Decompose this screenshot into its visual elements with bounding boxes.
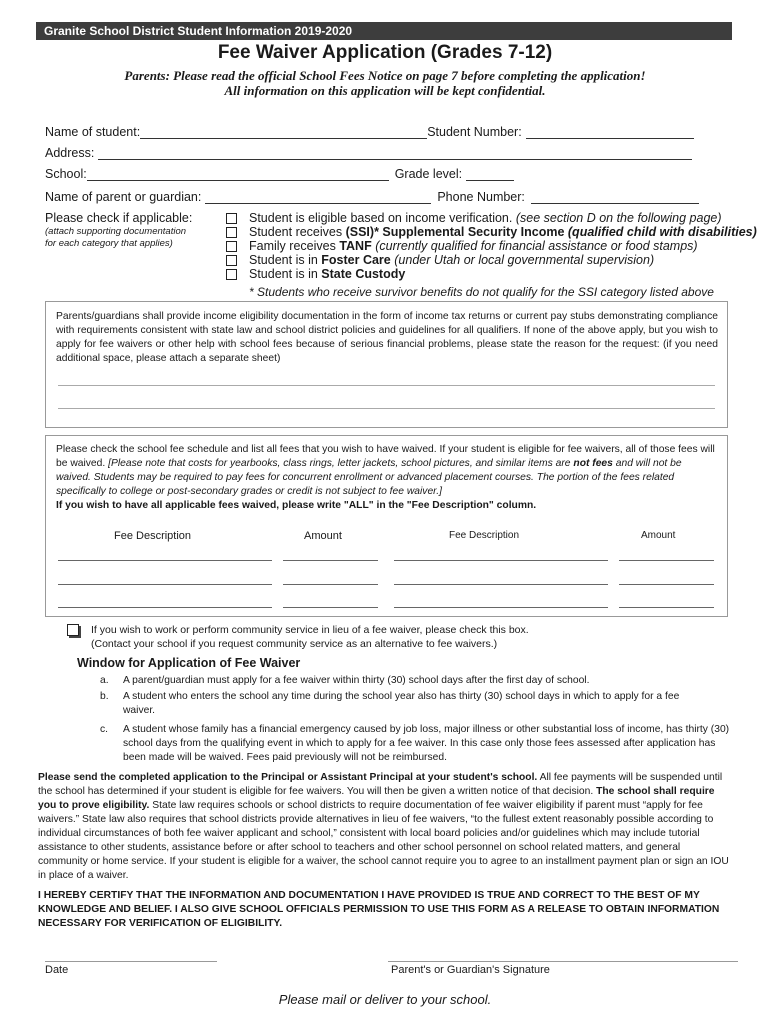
subtitle-line-2: All information on this application will be kept confidential.: [224, 83, 546, 98]
state-law-text: State law requires schools or school districts to require documentation of fee waiver eligibility if parent must “apply for fee waivers.” State law also requires that school districts provide alternatives in lieu of fee waivers, “to the fullest extent reasonably possible according to individual circumstances of both fee waiver applicant and school,” consistent with local board policies and/or guidelines which may include tutorial assistance to other students, assistance before or after school to teachers and other school personnel on school related matters, and general community or home service. If your student is eligible for a waiver, the school cannot require you to agree to an installment payment plan or sign an IOU in place of a waiver.: [38, 800, 729, 881]
eligibility-note-2: for each category that applies): [45, 238, 173, 249]
option-tanf-note: (currently qualified for financial assistance or food stamps): [375, 239, 698, 253]
prove-eligibility-bold: The school shall require you to prove eligibility.: [38, 786, 715, 811]
school-label: School:: [45, 167, 87, 181]
fee-instructions-not-fees: not fees: [573, 458, 613, 469]
fee-instructions-note: [Please note that costs for yearbooks, class rings, letter jackets, school pictures, and similar items are: [108, 458, 571, 469]
option-foster-text: Student is in: [249, 253, 318, 267]
grade-level-label: Grade level:: [394, 167, 463, 181]
eligibility-label: Please check if applicable:: [45, 211, 193, 225]
fee-amount-1-3[interactable]: [283, 606, 378, 608]
window-marker-b: b.: [100, 691, 109, 702]
option-tanf: [249, 239, 698, 253]
send-instructions-bold: Please send the completed application to the Principal or Assistant Principal at your student's school.: [38, 772, 538, 783]
fee-description-header-1: Fee Description: [114, 530, 192, 542]
student-name-field[interactable]: [140, 124, 427, 139]
fee-description-header-2: Fee Description: [449, 530, 520, 541]
fee-amount-2-2[interactable]: [619, 583, 714, 585]
income-checkbox[interactable]: [226, 213, 237, 224]
certification-statement: I HEREBY CERTIFY THAT THE INFORMATION AND DOCUMENTATION I HAVE PROVIDED IS TRUE AND CORRECT TO THE BEST OF MY KNOWLEDGE AND BELIEF. I ALSO GIVE SCHOOL OFFICIALS PERMISSION TO USE THIS FORM AS A RELEASE TO OBTAIN INFORMATION NECESSARY FOR VERIFICATION OF ELIGIBILITY.: [38, 890, 720, 929]
ssi-checkbox[interactable]: [226, 227, 237, 238]
fee-instructions-main: Please check the school fee schedule and list all fees that you wish to have waived. If your student is eligible for fee waivers, all of those fees will be waived.: [56, 444, 715, 469]
option-ssi-text: Student receives: [249, 225, 343, 239]
fee-instructions: [56, 443, 718, 513]
amount-header-2: Amount: [641, 530, 676, 541]
option-tanf-text: Family receives: [249, 239, 336, 253]
fee-amount-2-3[interactable]: [619, 606, 714, 608]
address-label: Address:: [45, 146, 95, 160]
fee-desc-2-2[interactable]: [394, 583, 608, 585]
date-label: Date: [45, 964, 69, 976]
reason-line-1[interactable]: [58, 384, 715, 386]
district-header-bar: Granite School District Student Information 2019-2020: [36, 22, 732, 40]
option-custody: [249, 267, 405, 281]
option-income: [249, 211, 722, 225]
address-row: [45, 145, 692, 160]
community-service-line-1: If you wish to work or perform community service in lieu of a fee waiver, please check this box.: [91, 624, 529, 636]
option-ssi-note: (qualified child with disabilities): [567, 225, 757, 239]
parent-name-field[interactable]: [205, 189, 431, 204]
student-name-row: [45, 124, 694, 139]
send-instructions-text: All fee payments will be suspended until the school has determined if your student is eligible for fee waivers. You will then be given a written notice of that decision.: [38, 772, 723, 797]
phone-label: Phone Number:: [437, 190, 525, 204]
fee-desc-2-1[interactable]: [394, 559, 608, 561]
window-item-b: A student who enters the school any time during the school year also has thirty (30) school days in which to apply for a fee waiver.: [123, 691, 680, 716]
parent-row: [45, 189, 699, 204]
send-instructions: [38, 771, 732, 883]
window-item-a: A parent/guardian must apply for a fee waiver within thirty (30) school days after the first day of school.: [123, 675, 590, 686]
parent-name-label: Name of parent or guardian:: [45, 190, 202, 204]
fee-list-box: [45, 435, 728, 617]
option-foster: [249, 253, 654, 267]
fee-amount-1-2[interactable]: [283, 583, 378, 585]
tanf-checkbox[interactable]: [226, 241, 237, 252]
school-row: [45, 166, 514, 181]
form-title: Fee Waiver Application (Grades 7-12): [217, 42, 553, 63]
grade-level-field[interactable]: [466, 166, 514, 181]
window-heading: Window for Application of Fee Waiver: [77, 656, 301, 670]
window-marker-c: c.: [100, 724, 109, 735]
option-ssi-bold: (SSI)* Supplemental Security Income: [345, 225, 565, 239]
phone-field[interactable]: [531, 189, 699, 204]
amount-header-1: Amount: [304, 530, 342, 542]
signature-label: Parent's or Guardian's Signature: [391, 964, 550, 976]
option-foster-bold: Foster Care: [321, 253, 391, 267]
option-custody-text: Student is in: [249, 267, 318, 281]
signature-line[interactable]: [388, 961, 738, 962]
income-documentation-box: [45, 301, 728, 428]
address-field[interactable]: [98, 145, 692, 160]
fee-desc-1-1[interactable]: [58, 559, 272, 561]
fee-instructions-all: If you wish to have all applicable fees waived, please write "ALL" in the "Fee Description" column.: [56, 500, 537, 511]
ssi-footnote: * Students who receive survivor benefits do not qualify for the SSI category listed above: [249, 285, 714, 299]
option-income-note: (see section D on the following page): [515, 211, 722, 225]
fee-instructions-note-rest: and will not be waived. Students may be required to pay fees for concurrent enrollment or advanced placement courses. The portion of the fees related specifically to college or post-secondary grades or credit is not subject to fee waiver.]: [56, 458, 682, 497]
option-custody-bold: State Custody: [321, 267, 406, 281]
option-foster-note: (under Utah or local governmental supervision): [394, 253, 655, 267]
foster-care-checkbox[interactable]: [226, 255, 237, 266]
fee-amount-1-1[interactable]: [283, 559, 378, 561]
state-custody-checkbox[interactable]: [226, 269, 237, 280]
subtitle-line-1: Parents: Please read the official School Fees Notice on page 7 before completing the application!: [124, 68, 646, 83]
fee-desc-1-2[interactable]: [58, 583, 272, 585]
community-service-text: [91, 623, 529, 651]
window-item-c: A student whose family has a financial emergency caused by job loss, major illness or other substantial loss of income, has thirty (30) school days from the qualifying event in which to apply for a fee waiver. In this case only those fees assessed after application has been made will be waived. Fees paid previously will not be reimbursed.: [123, 724, 730, 763]
option-income-text: Student is eligible based on income verification.: [249, 211, 513, 225]
date-line[interactable]: [45, 961, 217, 962]
reason-line-2[interactable]: [58, 407, 715, 409]
option-ssi: [249, 225, 757, 239]
school-field[interactable]: [87, 166, 389, 181]
student-number-label: Student Number:: [427, 125, 522, 139]
fee-desc-2-3[interactable]: [394, 606, 608, 608]
income-documentation-text: Parents/guardians shall provide income eligibility documentation in the form of income tax returns or current pay stubs demonstrating compliance with requirements consistent with state law and school district policies and guidelines for all qualifiers. If none of the above apply, but you wish to apply for fee waivers or other help with school fees because of serious financial problems, please state the reason for the request: (if you need additional space, please attach a separate sheet): [56, 311, 718, 364]
community-service-line-2: (Contact your school if you request community service as an alternative to fee waivers.): [91, 638, 498, 650]
student-name-label: Name of student:: [45, 125, 141, 139]
student-number-field[interactable]: [526, 124, 694, 139]
footer-instruction: Please mail or deliver to your school.: [278, 992, 492, 1007]
eligibility-note-1: (attach supporting documentation: [45, 226, 187, 237]
option-tanf-bold: TANF: [339, 239, 372, 253]
fee-desc-1-3[interactable]: [58, 606, 272, 608]
window-marker-a: a.: [100, 675, 109, 686]
community-service-checkbox[interactable]: [67, 624, 79, 636]
fee-amount-2-1[interactable]: [619, 559, 714, 561]
